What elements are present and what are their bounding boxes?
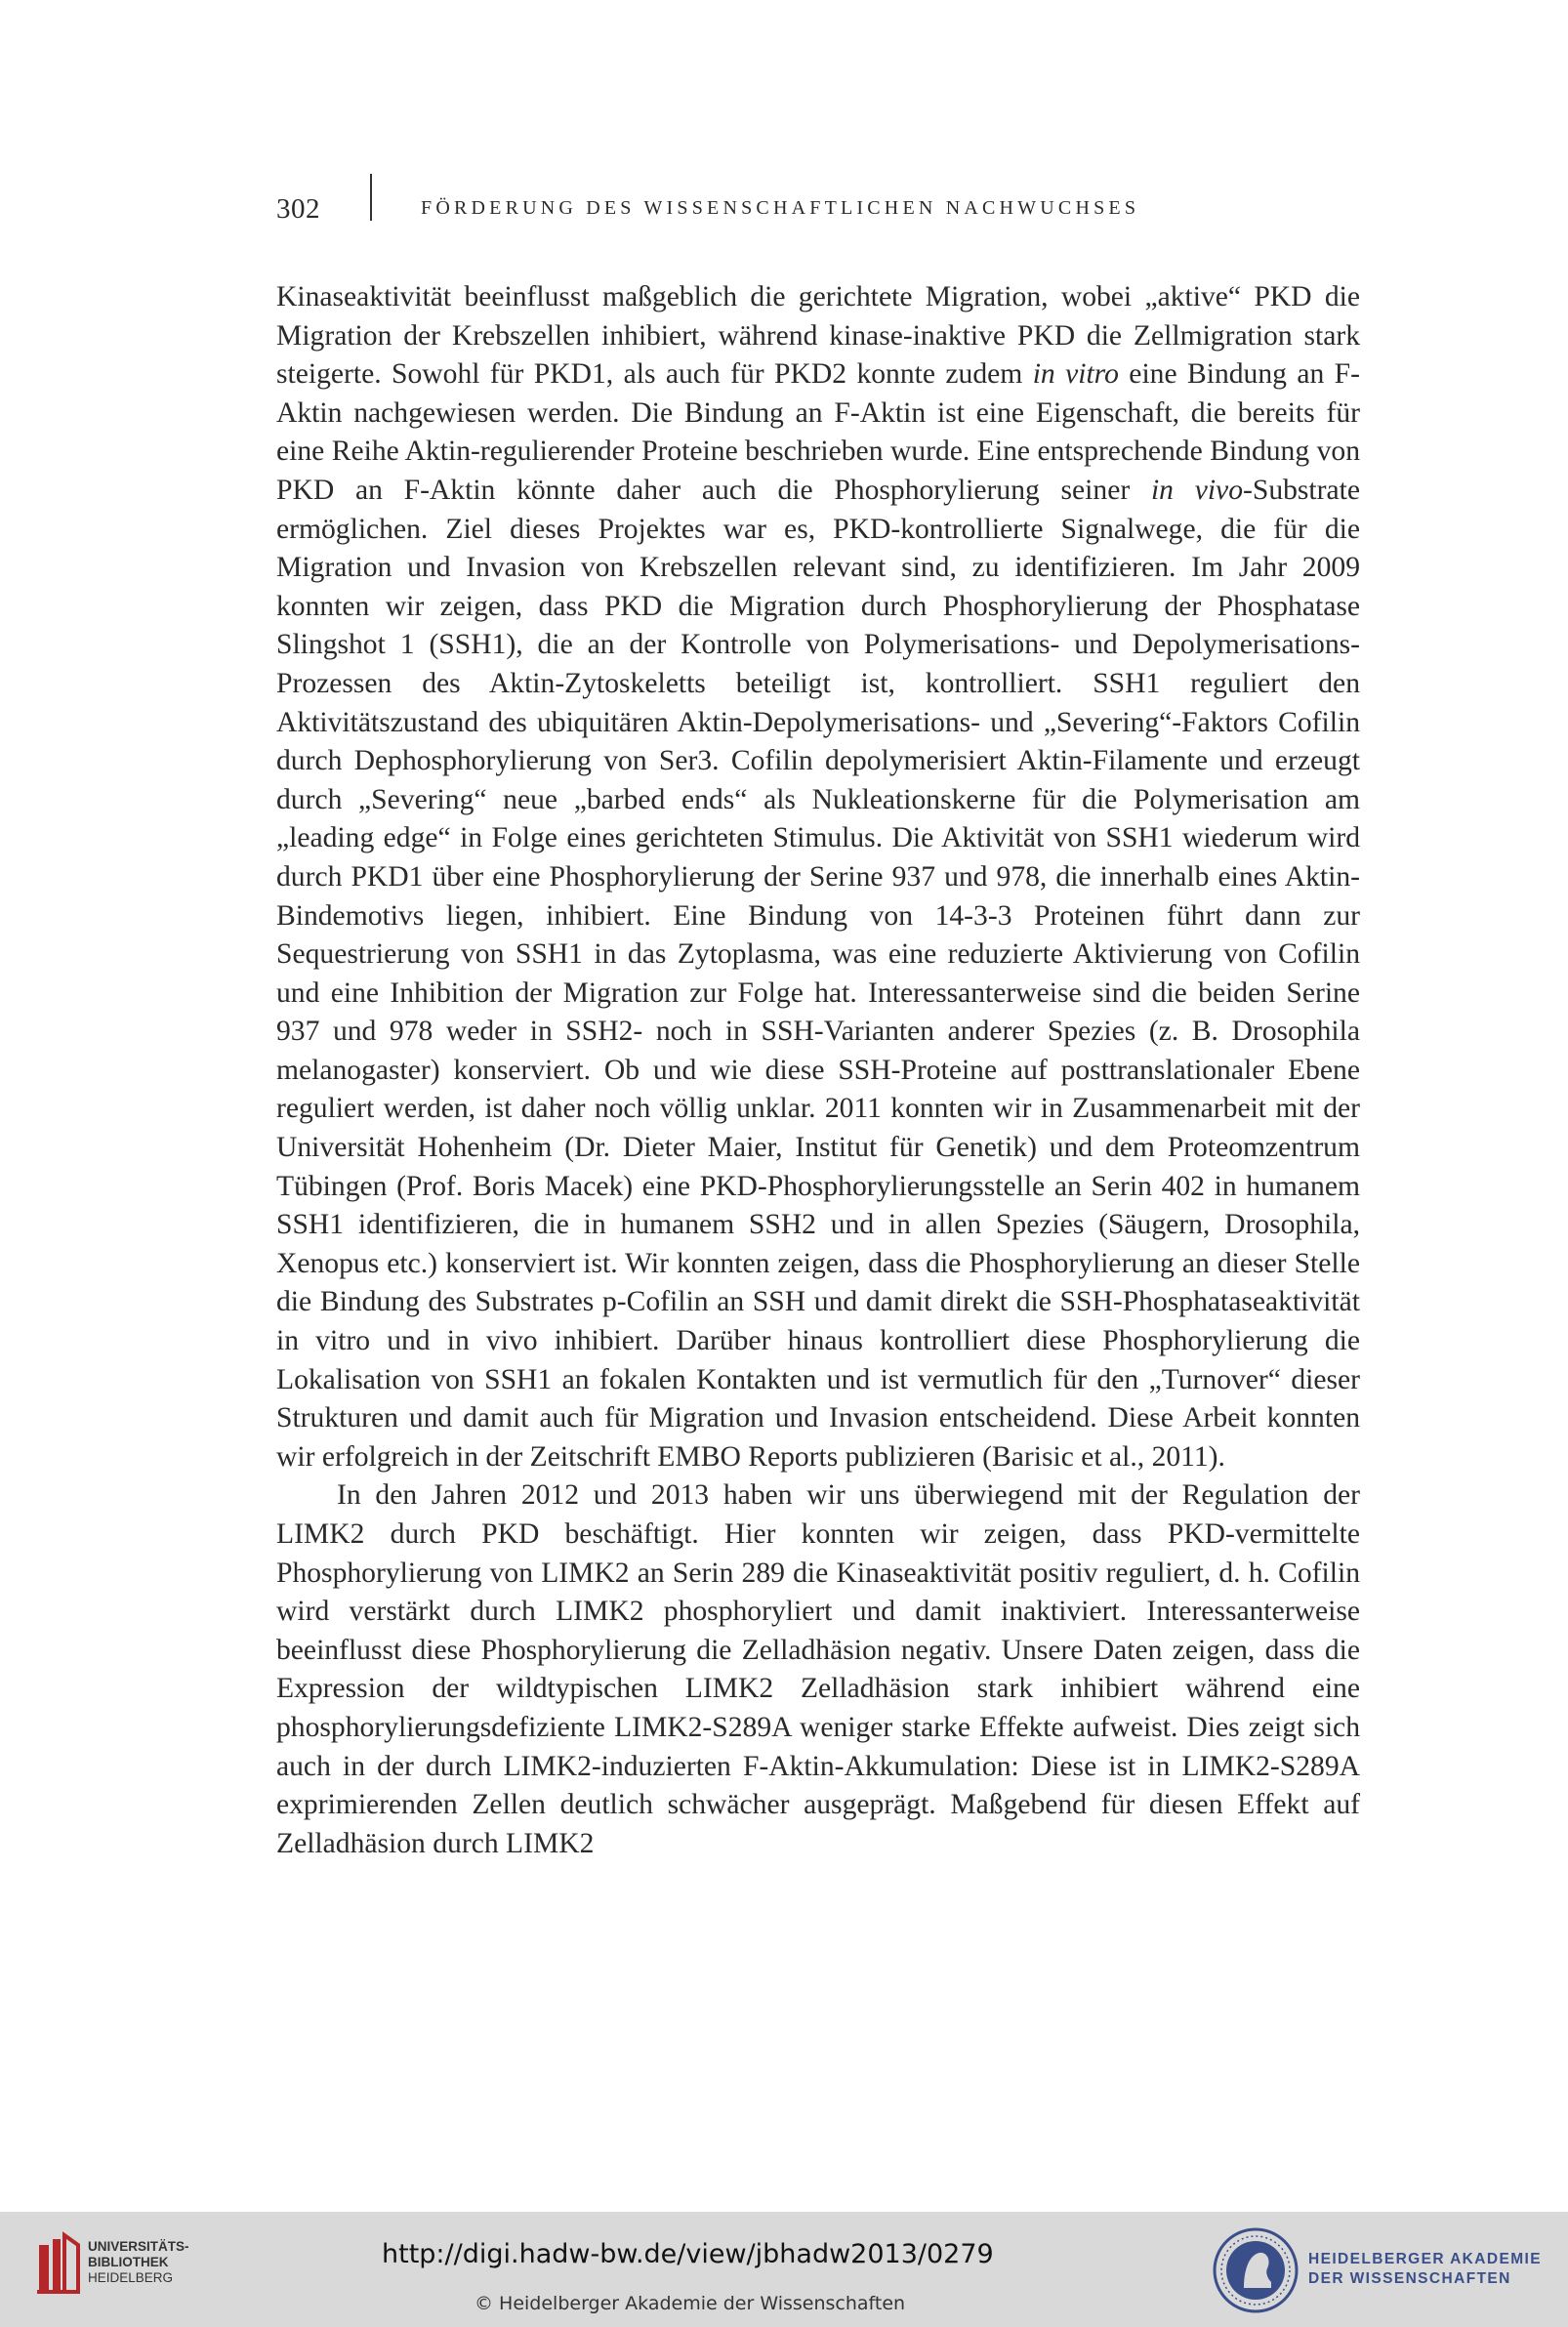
library-name-line: UNIVERSITÄTS- [88, 2239, 189, 2254]
academy-name [1308, 2250, 1542, 2289]
academy-name-line: DER WISSENSCHAFTEN [1308, 2270, 1511, 2287]
header-divider [370, 174, 372, 221]
running-head: FÖRDERUNG DES WISSENSCHAFTLICHEN NACHWUCHSES [421, 197, 1140, 219]
text-run: In den Jahren 2012 und 2013 haben wir uns überwiegend mit der Regulation der LIMK2 durch PKD beschäftigt. Hier konnten wir zeigen, dass PKD-vermittelte Phosphorylierung von LIMK2 an Serin 289 die Kinaseaktivität positiv reguliert, d. h. Cofilin wird verstärkt durch LIMK2 phosphoryliert und damit inaktiviert. Interessanterweise beeinflusst diese Phosphorylierung die Zelladhäsion negativ. Unsere Daten zeigen, dass die Expression der wildtypischen LIMK2 Zelladhäsion stark inhibiert während eine phosphorylierungsdefiziente LIMK2-S289A weniger starke Effekte aufweist. Dies zeigt sich auch in der durch LIMK2-induzierten F-Aktin-Akkumulation: Diese ist in LIMK2-S289A exprimierenden Zellen deutlich schwächer ausgeprägt. Maßgebend für diesen Effekt auf Zelladhäsion durch LIMK2 [276, 1479, 1360, 1859]
academy-seal-icon [1211, 2225, 1300, 2315]
copyright-notice: © Heidelberger Akademie der Wissenschaften [475, 2293, 906, 2314]
academy-name-line: HEIDELBERGER AKADEMIE [1308, 2251, 1542, 2267]
paragraph [276, 278, 1360, 1476]
text-run: -Substrate ermöglichen. Ziel dieses Projektes war es, PKD-kontrollierte Signalwege, die für die Migration und Invasion von Krebszellen relevant sind, zu identifizieren. Im Jahr 2009 konnten wir zeigen, dass PKD die Migration durch Phosphorylierung der Phosphatase Slingshot 1 (SSH1), die an der Kontrolle von Polymerisations- und Depolymerisations-Prozessen des Aktin-Zytoskeletts beteiligt ist, kontrolliert. SSH1 reguliert den Aktivitätszustand des ubiquitären Aktin-Depolymerisations- und „Severing“-Faktors Cofilin durch Dephosphorylierung von Ser3. Cofilin depolymerisiert Aktin-Filamente und erzeugt durch „Severing“ neue „barbed ends“ als Nukleationskerne für die Polymerisation am „leading edge“ in Folge eines gerichteten Stimulus. Die Aktivität von SSH1 wiederum wird durch PKD1 über eine Phosphorylierung der Serine 937 und 978, die innerhalb eines Aktin-Bindemotivs liegen, inhibiert. Eine Bindung von 14-3-3 Proteinen führt dann zur Sequestrierung von SSH1 in das Zytoplasma, was eine reduzierte Aktivierung von Cofilin und eine Inhibition der Migration zur Folge hat. Interessanterweise sind die beiden Serine 937 und 978 weder in SSH2- noch in SSH-Varianten anderer Spezies (z. B. Drosophila melanogaster) konserviert. Ob und wie diese SSH-Proteine auf posttranslationaler Ebene reguliert werden, ist daher noch völlig unklar. 2011 konnten wir in Zusammenarbeit mit der Universität Hohenheim (Dr. Dieter Maier, Institut für Genetik) und dem Proteomzentrum Tübingen (Prof. Boris Macek) eine PKD-Phosphorylierungsstelle an Serin 402 in humanem SSH1 identifizieren, die in humanem SSH2 und in allen Spezies (Säugern, Drosophila, Xenopus etc.) konserviert ist. Wir konnten zeigen, dass die Phosphorylierung an dieser Stelle die Bindung des Substrates p-Cofilin an SSH und damit direkt die SSH-Phosphataseaktivität in vitro und in vivo inhibiert. Darüber hinaus kontrolliert diese Phosphorylierung die Lokalisation von SSH1 an fokalen Kontakten und ist vermutlich für den „Turnover“ dieser Strukturen und damit auch für Migration und Invasion entscheidend. Diese Arbeit konnten wir erfolgreich in der Zeitschrift EMBO Reports publizieren (Barisic et al., 2011). [276, 474, 1360, 1473]
university-library-name [88, 2239, 189, 2286]
digitization-footer [0, 2212, 1568, 2327]
university-library-logo-icon [35, 2231, 80, 2296]
page-header [276, 174, 1360, 242]
paragraph [276, 1476, 1360, 1863]
library-name-line: HEIDELBERG [88, 2270, 174, 2285]
body-text [276, 278, 1360, 1863]
italic-term: in vivo [1150, 474, 1243, 506]
italic-term: in vitro [1032, 358, 1119, 391]
permalink-url[interactable]: http://digi.hadw-bw.de/view/jbhadw2013/0279 [382, 2239, 994, 2269]
university-library-logo[interactable] [35, 2225, 230, 2304]
text-run: eine Bindung an F-Aktin nachgewiesen werden. Die Bindung an F-Aktin ist eine Eigenschaft, die bereits für eine Reihe Aktin-regulierender Proteine beschrieben wurde. Eine entsprechende Bindung von PKD an F-Aktin könnte daher auch die Phosphorylierung seiner [276, 358, 1360, 506]
academy-logo[interactable] [1211, 2225, 1543, 2319]
page-number: 302 [276, 193, 320, 225]
library-name-line: BIBLIOTHEK [88, 2255, 169, 2269]
text-run: Kinaseaktivität beeinflusst maßgeblich die gerichtete Migration, wobei „aktive“ PKD die Migration der Krebszellen inhibiert, während kinase-inaktive PKD die Zellmigration stark steigerte. Sowohl für PKD1, als auch für PKD2 konnte zudem [276, 281, 1360, 391]
